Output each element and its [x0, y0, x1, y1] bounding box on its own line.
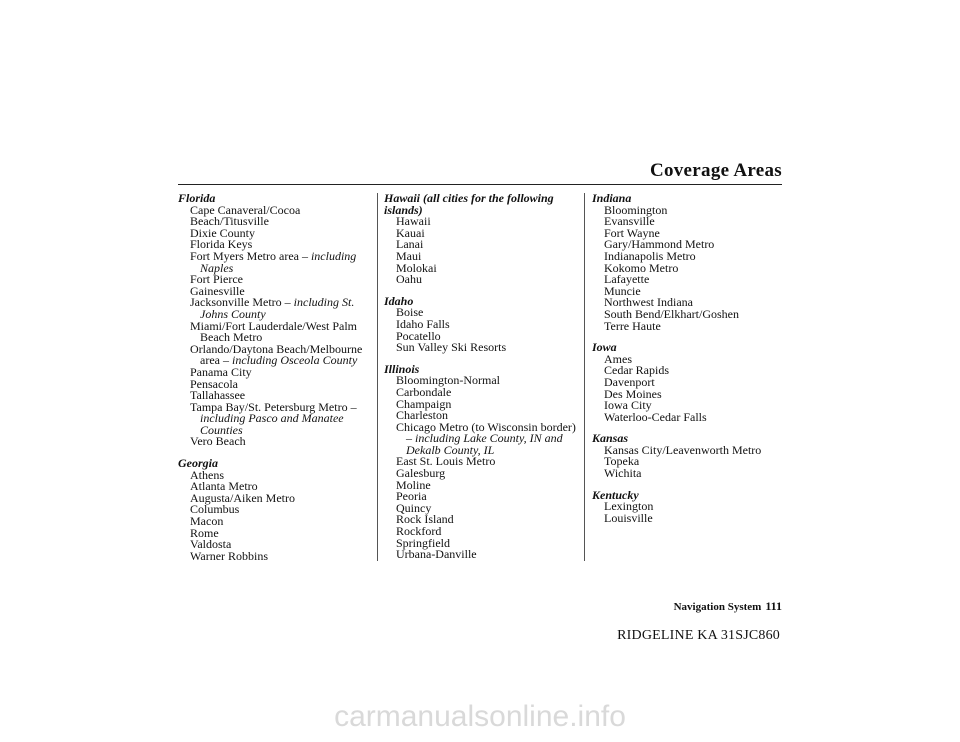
city-name: Waterloo-Cedar Falls: [604, 409, 707, 424]
city-name: Valdosta: [190, 537, 232, 552]
state-heading: Iowa: [592, 340, 617, 355]
city-note: including: [310, 248, 357, 263]
city-name: Lexington: [604, 499, 654, 514]
column-1: [178, 193, 370, 562]
footer: [674, 599, 782, 614]
city-entry: [592, 510, 782, 525]
city-entry: [592, 318, 782, 333]
footer-label: Navigation System: [673, 601, 762, 613]
city-name: Carbondale: [396, 384, 452, 399]
city-name: Des Moines: [604, 386, 662, 401]
city-name: Fort Myers Metro area –: [190, 248, 311, 263]
city-name: Peoria: [396, 489, 427, 504]
column-3: [592, 193, 782, 524]
city-name: Urbana-Danville: [396, 547, 477, 562]
city-name: Vero Beach: [190, 434, 246, 449]
page-title: Coverage Areas: [649, 160, 782, 181]
city-name: Pocatello: [396, 328, 441, 343]
city-name: Lafayette: [604, 272, 650, 287]
city-name: Louisville: [604, 510, 653, 525]
city-note: including Osceola County: [231, 353, 358, 368]
city-name: Jacksonville Metro –: [190, 295, 294, 310]
city-name: Atlanta Metro: [190, 479, 258, 494]
city-entry: [178, 341, 370, 368]
city-name: Gary/Hammond Metro: [604, 237, 715, 252]
city-entry: [178, 436, 370, 448]
city-name: Kokomo Metro: [604, 260, 679, 275]
city-name: Cedar Rapids: [604, 363, 669, 378]
city-name: Topeka: [604, 454, 640, 469]
city-name: Lanai: [396, 237, 424, 252]
city-name: Indianapolis Metro: [604, 248, 696, 263]
city-name: Cape Canaveral/Cocoa Beach/Titusville: [190, 202, 301, 229]
city-name: Gainesville: [190, 283, 245, 298]
city-entry: [384, 419, 578, 457]
city-entry: [178, 248, 370, 275]
city-name: Rock Island: [396, 512, 454, 527]
city-entry: [592, 409, 782, 424]
city-name: Galesburg: [396, 466, 446, 481]
city-name: Maui: [396, 248, 422, 263]
city-entry: [384, 342, 578, 354]
city-continuation-text: Johns County: [200, 306, 266, 321]
city-name: Miami/Fort Lauderdale/West Palm: [190, 318, 357, 333]
city-name: Pensacola: [190, 376, 238, 391]
column-2: [384, 193, 578, 561]
city-name: Wichita: [604, 466, 642, 481]
city-name: Fort Wayne: [604, 225, 660, 240]
city-continuation-text: including Pasco and Manatee: [200, 411, 344, 426]
state-heading: Kentucky: [592, 487, 639, 502]
city-entry: [178, 297, 370, 320]
city-name: East St. Louis Metro: [396, 454, 496, 469]
city-name: Fort Pierce: [190, 272, 243, 287]
city-entry: [592, 468, 782, 480]
city-name: Macon: [190, 514, 224, 529]
city-name: Dixie County: [190, 225, 255, 240]
city-entry: [178, 318, 370, 345]
city-entry: [178, 548, 370, 563]
city-name: Kansas City/Leavenworth Metro: [604, 442, 762, 457]
city-name: Iowa City: [604, 398, 652, 413]
state-heading: Indiana: [592, 191, 632, 205]
city-name: Florida Keys: [190, 237, 253, 252]
city-name: Chicago Metro (to Wisconsin border): [396, 419, 576, 434]
city-name: South Bend/Elkhart/Goshen: [604, 306, 739, 321]
city-name: Evansville: [604, 214, 655, 229]
city-name: Moline: [396, 477, 431, 492]
watermark: carmanualsonline.info: [334, 700, 626, 733]
city-name: Davenport: [604, 374, 655, 389]
city-name: Ames: [604, 351, 632, 366]
city-name: Warner Robbins: [190, 548, 269, 563]
column-divider: [584, 193, 585, 561]
city-name: Muncie: [604, 283, 641, 298]
city-name: Boise: [396, 305, 424, 320]
state-heading: Kansas: [592, 431, 629, 446]
city-name: Northwest Indiana: [604, 295, 693, 310]
city-note: including St.: [293, 295, 355, 310]
city-name: Tampa Bay/St. Petersburg Metro –: [190, 399, 357, 414]
city-name: Columbus: [190, 502, 240, 517]
city-entry: [178, 202, 370, 229]
city-continuation-text: Dekalb County, IL: [406, 442, 495, 457]
city-continuation-text: Counties: [200, 422, 243, 437]
city-name: Quincy: [396, 500, 432, 515]
city-name: Augusta/Aiken Metro: [190, 490, 295, 505]
city-name: Rockford: [396, 524, 442, 539]
city-entry: [384, 274, 578, 286]
city-name: Orlando/Daytona Beach/Melbourne: [190, 341, 363, 356]
city-name: Athens: [190, 467, 224, 482]
city-name: Springfield: [396, 535, 450, 550]
city-name: Sun Valley Ski Resorts: [396, 340, 507, 355]
city-name: Tallahassee: [190, 388, 246, 403]
city-entry: [178, 399, 370, 437]
state-heading: Idaho: [384, 293, 414, 308]
city-continuation-text: Beach Metro: [200, 330, 263, 345]
city-name: Bloomington: [604, 202, 668, 217]
state-heading: Florida: [178, 191, 216, 205]
city-name: Bloomington-Normal: [396, 373, 500, 388]
city-name: Charleston: [396, 408, 448, 423]
city-name: Champaign: [396, 396, 452, 411]
city-name: Kauai: [396, 225, 425, 240]
city-name: Idaho Falls: [396, 316, 450, 331]
city-continuation-text: – including Lake County, IN and: [406, 431, 563, 446]
city-name: Panama City: [190, 364, 252, 379]
city-name: Hawaii: [396, 214, 431, 229]
city-continuation-text: area –: [200, 353, 232, 368]
state-heading: Illinois: [384, 361, 420, 376]
city-name: Molokai: [396, 260, 437, 275]
state-heading: Georgia: [178, 456, 218, 471]
page-number: 111: [765, 599, 782, 613]
state-heading: Hawaii (all cities for the following islands): [384, 191, 554, 217]
column-divider: [377, 193, 378, 561]
city-name: Rome: [190, 525, 219, 540]
title-rule: [178, 184, 782, 185]
document-code: RIDGELINE KA 31SJC860: [617, 628, 780, 643]
city-name: Oahu: [396, 272, 422, 287]
city-entry: [384, 549, 578, 561]
city-name: Terre Haute: [604, 318, 661, 333]
city-continuation-text: Naples: [200, 260, 234, 275]
